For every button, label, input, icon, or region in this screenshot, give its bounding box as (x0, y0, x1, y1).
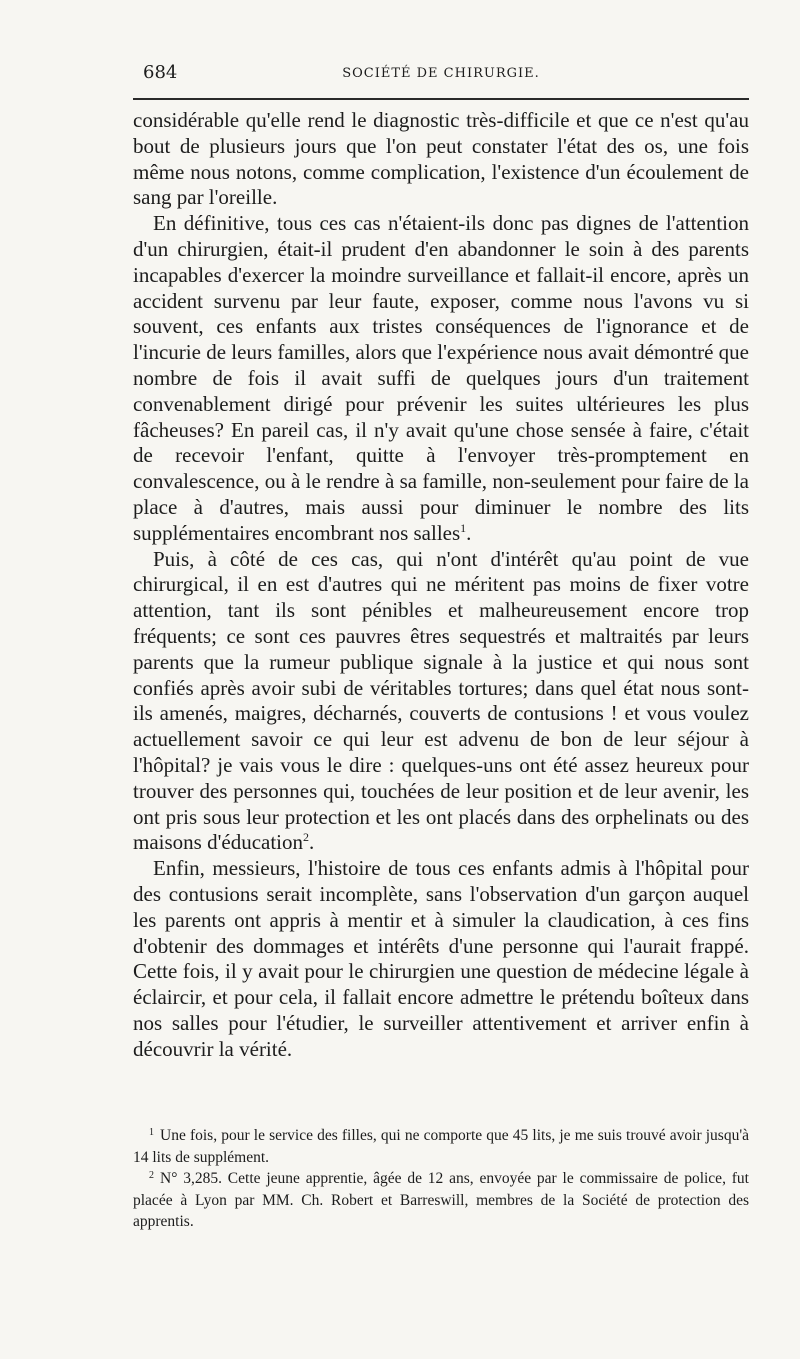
paragraph (133, 856, 749, 1062)
footnote-mark: 2 (149, 1170, 154, 1181)
paragraph-text: considérable qu'elle rend le diagnostic très-difficile et que ce n'est qu'au bout de plusieurs jours que l'on peut constater l'état des os, une fois même nous notons, comme complication, l'existence d'un écoulement de sang par l'oreille. (133, 108, 749, 210)
footnote (133, 1168, 749, 1233)
footnote-mark: 1 (149, 1127, 154, 1138)
body-text (133, 108, 749, 1062)
running-title: SOCIÉTÉ DE CHIRURGIE. (342, 66, 540, 81)
page-header (133, 62, 749, 86)
footnotes (133, 1125, 749, 1233)
page-number: 684 (143, 62, 178, 83)
paragraph-text: Enfin, messieurs, l'histoire de tous ces enfants admis à l'hôpital pour des contusions serait incomplète, sans l'observation d'un garçon auquel les parents ont appris à mentir et à simuler la claudication, à ces fins d'obtenir des dommages et intérêts d'une personne qui l'aurait frappé. Cette fois, il y avait pour le chirurgien une question de médecine légale à éclaircir, et pour cela, il fallait encore admettre le prétendu boîteux dans nos salles pour l'étudier, le surveiller attentivement et arriver enfin à découvrir la vérité. (133, 856, 749, 1061)
footnote-text: Une fois, pour le service des filles, qui ne comporte que 45 lits, je me suis trouvé avoir jusqu'à 14 lits de supplément. (133, 1127, 749, 1166)
footnote-text: N° 3,285. Cette jeune apprentie, âgée de 12 ans, envoyée par le commissaire de police, fut placée à Lyon par MM. Ch. Robert et Barreswill, membres de la Société de protection des apprentis. (133, 1170, 749, 1230)
footnote-ref: 1 (460, 520, 467, 535)
footnote-ref: 2 (303, 830, 309, 845)
paragraph (133, 211, 749, 546)
paragraph-text: Puis, à côté de ces cas, qui n'ont d'intérêt qu'au point de vue chirurgical, il en est d'autres qui ne méritent pas moins de fixer votre attention, tant ils sont pénibles et malheureusement encore trop fréquents; ce sont ces pauvres êtres sequestrés et maltraités par leurs parents que la rumeur publique signale à la justice et qui nous sont confiés après avoir subi de véritables tortures; dans quel état nous sont-ils amenés, maigres, décharnés, couverts de contusions ! et vous voulez actuellement savoir ce qui leur est advenu de bon de leur séjour à l'hôpital? je vais vous le dire : quelques-uns ont été assez heureux pour trouver des personnes qui, touchées de leur position et de leur avenir, les ont pris sous leur protection et les ont placés dans des orphelinats ou des maisons d'éducation (133, 546, 749, 855)
paragraph (133, 108, 749, 211)
footnote (133, 1125, 749, 1168)
paragraph-end: . (466, 520, 472, 545)
paragraph (133, 547, 749, 857)
header-rule (133, 98, 749, 100)
paragraph-end: . (309, 830, 315, 855)
paragraph-text: En définitive, tous ces cas n'étaient-ils donc pas dignes de l'attention d'un chirurgien, était-il prudent d'en abandonner le soin à des parents incapables d'exercer la moindre surveillance et fallait-il encore, après un accident survenu par leur faute, exposer, comme nous l'avons vu si souvent, ces enfants aux tristes conséquences de l'ignorance et de l'incurie de leurs familles, alors que l'expérience nous avait démontré que nombre de fois il avait suffi de quelques jours d'un traitement convenablement dirigé pour prévenir les suites ultérieures les plus fâcheuses? En pareil cas, il n'y avait qu'une chose sensée à faire, c'était de recevoir l'enfant, quitte à l'envoyer très-promptement en convalescence, ou à le rendre à sa famille, non-seulement pour faire de la place à d'autres, mais aussi pour diminuer le nombre des lits supplémentaires encombrant nos salles (133, 211, 749, 545)
